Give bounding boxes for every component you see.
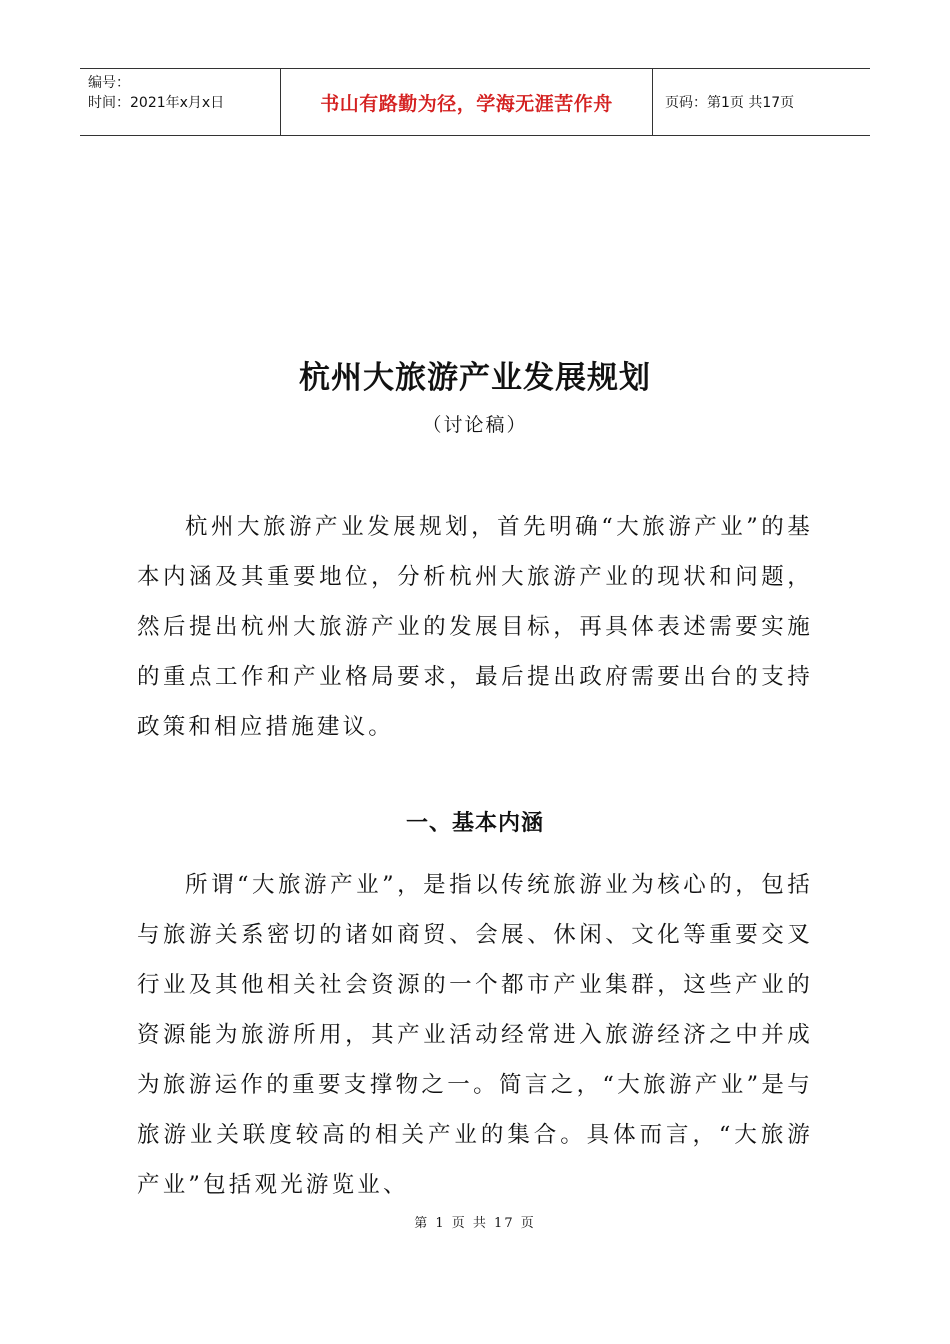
- page-header: [80, 68, 870, 136]
- section-heading: 一、基本内涵: [405, 811, 544, 836]
- document-subtitle: （讨论稿）: [422, 414, 528, 436]
- intro-paragraph: 杭州大旅游产业发展规划，首先明确“大旅游产业”的基本内涵及其重要地位，分析杭州大旅游产业的现状和问题，然后提出杭州大旅游产业的发展目标，再具体表述需要实施的重点工作和产业格局要求，最后提出政府需要出台的支持政策和相应措施建议。: [137, 514, 813, 740]
- header-motto: 书山有路勤为径，学海无涯苦作舟: [280, 69, 653, 135]
- section-paragraph: 所谓“大旅游产业”，是指以传统旅游业为核心的，包括与旅游关系密切的诸如商贸、会展、休闲、文化等重要交叉行业及其他相关社会资源的一个都市产业集群，这些产业的资源能为旅游所用，其产业活动经常进入旅游经济之中并成为旅游运作的重要支撑物之一。简言之，“大旅游产业”是与旅游业关联度较高的相关产业的集合。具体而言，“大旅游产业”包括观光游览业、: [137, 872, 813, 1198]
- document-title: 杭州大旅游产业发展规划: [299, 360, 651, 396]
- date-label: 时间：2021年x月x日: [88, 95, 225, 111]
- page-footer: 第 1 页 共 17 页: [414, 1216, 536, 1231]
- number-label: 编号：: [88, 75, 130, 91]
- header-page-info: 页码：第1页 共17页: [665, 95, 795, 111]
- header-meta: [80, 69, 280, 135]
